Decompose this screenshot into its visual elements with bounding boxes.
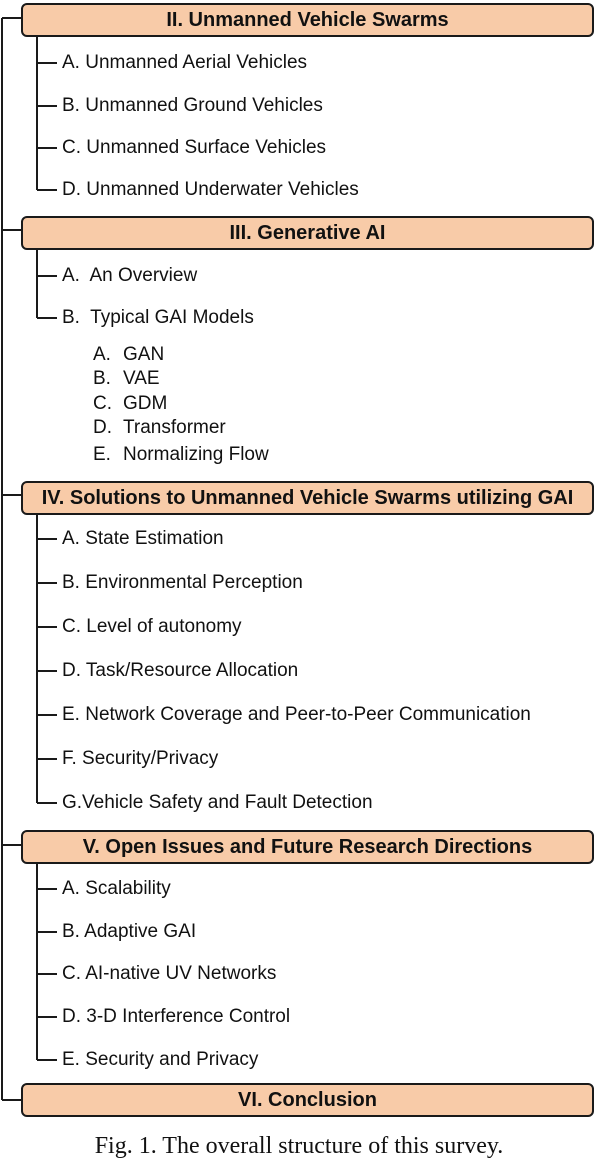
section-iv-item-b: B. Environmental Perception (62, 572, 303, 593)
section-v-item-a: A. Scalability (62, 878, 171, 899)
section-iv-item-e: E. Network Coverage and Peer-to-Peer Communication (62, 704, 531, 725)
section-iv-item-a: A. State Estimation (62, 528, 224, 549)
section-iii-item-a: A. An Overview (62, 265, 198, 286)
section-ii-box: II. Unmanned Vehicle Swarms (21, 3, 594, 37)
section-v-item-b: B. Adaptive GAI (62, 921, 197, 942)
gai-model-vae: B. VAE (93, 368, 160, 389)
section-ii-item-a: A. Unmanned Aerial Vehicles (62, 52, 308, 73)
section-iii-item-b: B. Typical GAI Models (62, 307, 254, 328)
section-iv-item-f: F. Security/Privacy (62, 748, 219, 769)
gai-model-gan: A. GAN (93, 344, 165, 365)
section-ii-item-b: B. Unmanned Ground Vehicles (62, 95, 323, 116)
section-iv-box: IV. Solutions to Unmanned Vehicle Swarms utilizing GAI (21, 481, 594, 515)
section-v-item-c: C. AI-native UV Networks (62, 963, 277, 984)
figure-caption: Fig. 1. The overall structure of this survey. (94, 1133, 504, 1159)
section-v-item-e: E. Security and Privacy (62, 1049, 259, 1070)
section-vi-box: VI. Conclusion (21, 1083, 594, 1117)
section-v-item-d: D. 3-D Interference Control (62, 1006, 291, 1027)
section-v-box: V. Open Issues and Future Research Directions (21, 830, 594, 864)
section-ii-item-d: D. Unmanned Underwater Vehicles (62, 179, 359, 200)
section-iv-item-g: G.Vehicle Safety and Fault Detection (62, 792, 373, 813)
gai-model-gdm: C. GDM (93, 393, 168, 414)
section-iv-item-c: C. Level of autonomy (62, 616, 242, 637)
gai-model-transformer: D. Transformer (93, 417, 226, 438)
section-iii-box: III. Generative AI (21, 216, 594, 250)
gai-model-normalizing-flow: E. Normalizing Flow (93, 444, 269, 465)
section-iv-item-d: D. Task/Resource Allocation (62, 660, 299, 681)
section-ii-item-c: C. Unmanned Surface Vehicles (62, 137, 327, 158)
